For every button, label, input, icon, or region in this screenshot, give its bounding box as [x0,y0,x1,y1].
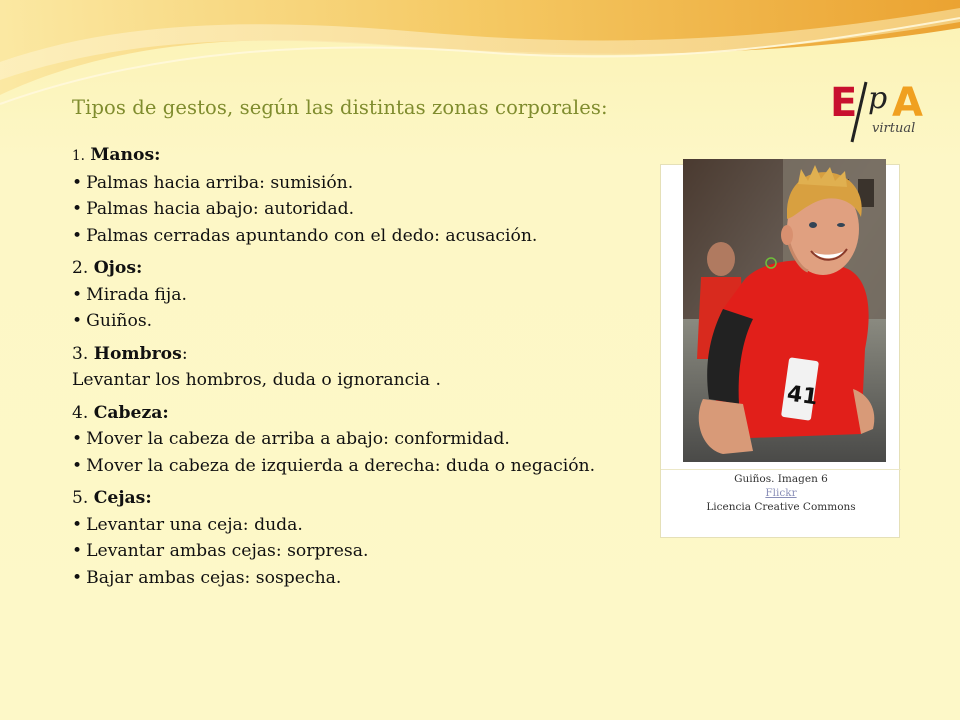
list-item: • Levantar ambas cejas: sorpresa. [72,538,682,565]
svg-text:E: E [830,80,858,126]
section-heading [72,341,682,368]
section-hombros [72,341,682,394]
svg-text:p: p [868,81,888,116]
list-item: • Mirada fija. [72,282,682,309]
svg-text:41: 41 [785,381,820,411]
flickr-link[interactable]: Flickr [765,487,797,499]
list-item: • Guiños. [72,308,682,335]
slide-title: Tipos de gestos, según las distintas zonas corporales: [72,96,608,119]
list-item: • Palmas hacia arriba: sumisión. [72,170,682,197]
list-item: • Mover la cabeza de arriba a abajo: conformidad. [72,426,682,453]
photo-caption [661,469,901,514]
svg-text:virtual: virtual [872,121,916,136]
section-label: Manos: [90,145,161,165]
photo-figure [660,164,900,538]
section-heading [72,142,682,170]
list-item: • Bajar ambas cejas: sospecha. [72,565,682,592]
list-item: • Palmas hacia abajo: autoridad. [72,196,682,223]
section-intro: Levantar los hombros, duda o ignorancia . [72,370,441,390]
section-cejas [72,485,682,591]
gesture-list [72,142,682,595]
section-label-suffix: : [181,343,188,364]
section-ojos [72,255,682,335]
section-heading [72,485,682,512]
section-number: 2. [72,258,89,278]
caption-title: Guiños. Imagen 6 [734,473,828,485]
section-label: Cabeza: [93,402,169,423]
section-heading [72,400,682,427]
epa-virtual-logo [828,76,932,144]
list-item: • Levantar una ceja: duda. [72,512,682,539]
section-label: Cejas: [93,488,152,508]
section-cabeza [72,400,682,480]
section-number: 5. [72,488,89,508]
runner-photo [683,159,886,462]
section-number: 3. [72,343,89,364]
section-label: Ojos: [93,258,143,278]
section-manos [72,142,682,249]
section-label: Hombros [93,343,182,364]
section-heading [72,255,682,282]
section-number: 4. [72,402,89,423]
list-item: • Mover la cabeza de izquierda a derecha: duda o negación. [72,453,682,480]
list-item: • Palmas cerradas apuntando con el dedo: acusación. [72,223,682,250]
caption-license: Licencia Creative Commons [706,501,856,513]
svg-text:A: A [892,80,923,126]
section-number: 1. [72,148,85,164]
